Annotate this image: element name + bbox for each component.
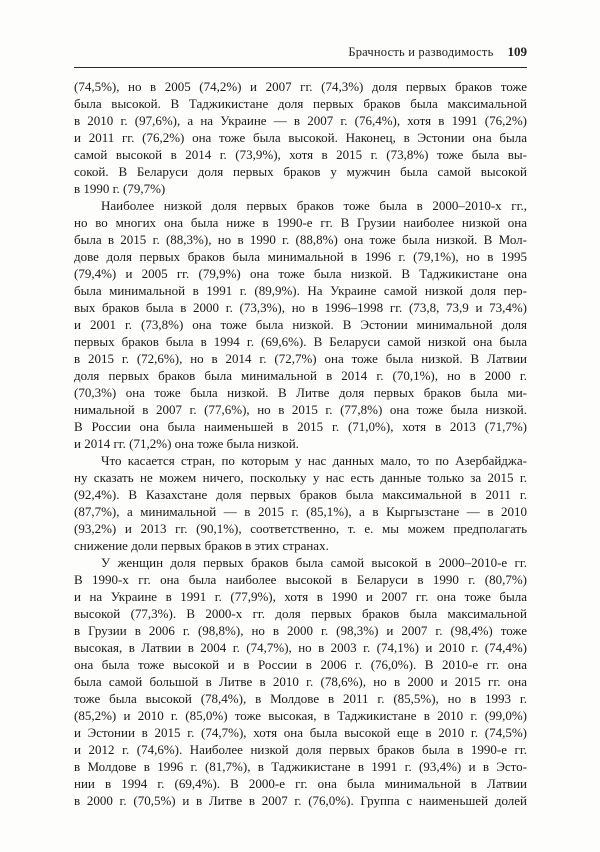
text-line: и 2001 г. (73,8%) она тоже была низкой. В Эстонии минимальной доля bbox=[74, 317, 527, 332]
text-line: (87,7%), а минимальной — в 2015 г. (85,1%), а в Кыргызстане — в 2010 bbox=[74, 504, 527, 519]
text-line: в 2000 г. (70,5%) и в Литве в 2007 г. (76,0%). Группа с наименьшей долей bbox=[74, 793, 527, 808]
text-line: была в 2015 г. (88,3%), но в 1990 г. (88,8%) она тоже была низкой. В Мол- bbox=[74, 232, 527, 247]
text-line: и 2014 гг. (71,2%) она тоже была низкой. bbox=[74, 436, 299, 451]
text-line: в 1990 г. (79,7%) bbox=[74, 181, 166, 196]
page-body bbox=[74, 78, 527, 809]
text-line: была минимальной в 1991 г. (89,9%). На Украине самой низкой доля пер- bbox=[74, 283, 527, 298]
text-line: (92,4%). В Казахстане доля первых браков была максимальной в 2011 г. bbox=[74, 487, 527, 502]
text-line: в 2010 г. (97,6%), а на Украине — в 2007 г. (76,4%), хотя в 1991 (76,2%) bbox=[74, 113, 527, 128]
text-line: самой высокой в 2014 г. (73,9%), хотя в 2015 г. (73,8%) тоже была вы- bbox=[74, 147, 527, 162]
text-line: (85,2%) и 2010 г. (85,0%) тоже высокая, в Таджикистане в 2010 г. (99,0%) bbox=[74, 708, 527, 723]
text-line: (79,4%) и 2005 гг. (79,9%) она тоже была низкой. В Таджикистане она bbox=[74, 266, 527, 281]
page-number: 109 bbox=[507, 44, 527, 59]
text-line: в Грузии в 2006 г. (98,8%), но в 2000 г. (98,3%) и 2007 г. (98,4%) тоже bbox=[74, 623, 527, 638]
text-line: была самой большой в Литве в 2010 г. (78,6%), но в 2000 и 2015 гг. она bbox=[74, 674, 527, 689]
paragraph bbox=[74, 78, 527, 197]
text-line: (70,3%) она тоже была низкой. В Литве доля первых браков была ми- bbox=[74, 385, 527, 400]
page-header bbox=[74, 45, 527, 68]
text-line: и на Украине в 1991 г. (77,9%), хотя в 1990 и 2007 гг. она тоже была bbox=[74, 589, 527, 604]
text-line: вых браков была в 2000 г. (73,3%), но в 1996–1998 гг. (73,8, 73,9 и 73,4%) bbox=[74, 300, 527, 315]
text-line: Что касается стран, по которым у нас данных мало, то по Азербайджа- bbox=[101, 453, 527, 468]
text-line: нимальной в 2007 г. (77,6%), но в 2015 г. (77,8%) она тоже была низкой. bbox=[74, 402, 527, 417]
paragraph bbox=[74, 452, 527, 554]
text-line: первых браков была в 1994 г. (69,6%). В Беларуси самой низкой она была bbox=[74, 334, 527, 349]
text-line: (93,2%) и 2013 гг. (90,1%), соответственно, т. е. мы можем предполагать bbox=[74, 521, 527, 536]
text-line: сокой. В Беларуси доля первых браков у мужчин была самой высокой bbox=[74, 164, 527, 179]
text-line: в 2015 г. (72,6%), но в 2014 г. (72,7%) она тоже была низкой. В Латвии bbox=[74, 351, 527, 366]
text-line: (74,5%), но в 2005 (74,2%) и 2007 гг. (74,3%) доля первых браков тоже bbox=[74, 79, 527, 94]
text-line: ну сказать не можем ничего, поскольку у нас есть данные только за 2015 г. bbox=[74, 470, 527, 485]
text-line: в Молдове в 1996 г. (81,7%), в Таджикистане в 1991 г. (93,4%) и в Эсто- bbox=[74, 759, 527, 774]
text-line: В 1990-х гг. она была наиболее высокой в Беларуси в 1990 г. (80,7%) bbox=[74, 572, 527, 587]
text-line: нии в 1994 г. (69,4%). В 2000-е гг. она была минимальной в Латвии bbox=[74, 776, 527, 791]
text-line: Наиболее низкой доля первых браков тоже была в 2000–2010-х гг., bbox=[101, 198, 527, 213]
text-line: снижение доли первых браков в этих странах. bbox=[74, 538, 329, 553]
text-line: В России она была наименьшей в 2015 г. (71,0%), хотя в 2013 (71,7%) bbox=[74, 419, 527, 434]
text-line: доля первых браков была минимальной в 2014 г. (70,1%), но в 2000 г. bbox=[74, 368, 527, 383]
text-line: она была тоже высокой и в России в 2006 г. (76,0%). В 2010-е гг. она bbox=[74, 657, 527, 672]
text-block bbox=[74, 45, 527, 809]
text-line: тоже была высокой (78,4%), в Молдове в 2011 г. (85,5%), но в 1993 г. bbox=[74, 691, 527, 706]
text-line: высокой (77,3%). В 2000-х гг. доля первых браков была максимальной bbox=[74, 606, 527, 621]
text-line: У женщин доля первых браков была самой высокой в 2000–2010-е гг. bbox=[101, 555, 527, 570]
running-title: Брачность и разводимость bbox=[348, 45, 494, 59]
text-line: и Эстонии в 2015 г. (74,7%), хотя она была высокой еще в 2010 г. (74,5%) bbox=[74, 725, 527, 740]
text-line: была высокой. В Таджикистане доля первых браков была максимальной bbox=[74, 96, 527, 111]
text-line: и 2011 гг. (76,2%) она тоже была высокой. Наконец, в Эстонии она была bbox=[74, 130, 527, 145]
text-line: но во многих она была ниже в 1990-е гг. В Грузии наиболее низкой она bbox=[74, 215, 527, 230]
paragraph bbox=[74, 197, 527, 452]
paragraph bbox=[74, 554, 527, 809]
text-line: высокая, в Латвии в 2004 г. (74,7%), но в 2003 г. (74,1%) и 2010 г. (74,4%) bbox=[74, 640, 527, 655]
text-line: дове доля первых браков была минимальной в 1996 г. (79,1%), но в 1995 bbox=[74, 249, 527, 264]
text-line: и 2012 г. (74,6%). Наиболее низкой доля первых браков была в 1990-е гг. bbox=[74, 742, 527, 757]
